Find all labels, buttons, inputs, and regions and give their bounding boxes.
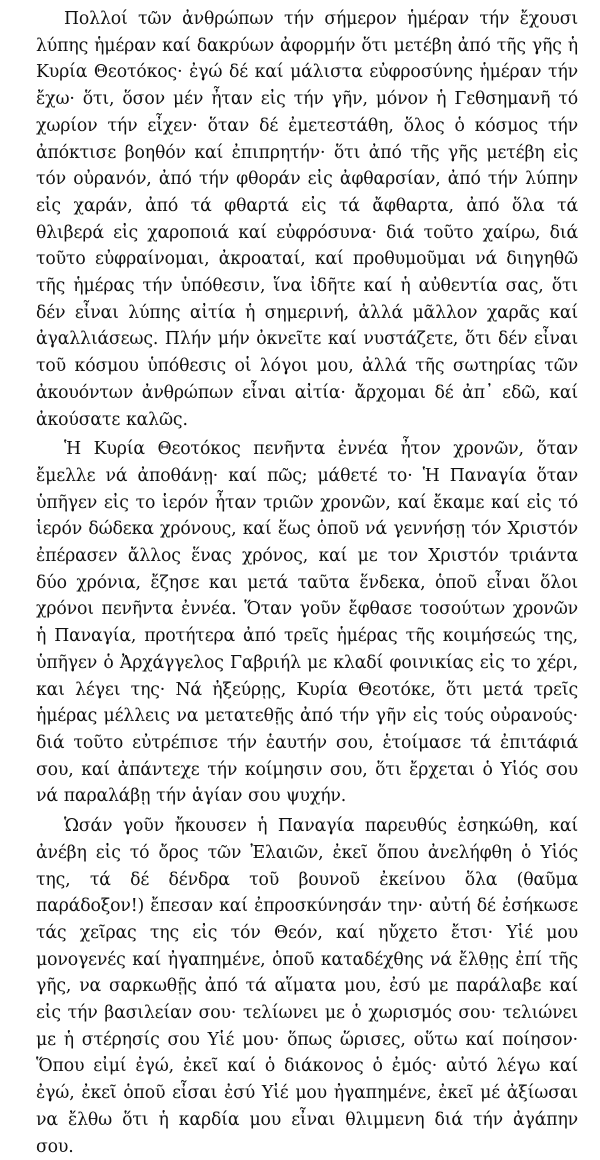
paragraph-1: Πολλοί τῶν ἀνθρώπων τήν σήμερον ἡμέραν τήν ἔχουσι λύπης ἡμέραν καί δακρύων ἀφορμήν ὅτι μετέβη ἀπό τῆς γῆς ἡ Κυρία Θεοτόκος· ἐγώ δέ καί μάλιστα εὐφροσύνης ἡμέραν τήν ἔχω· ὅτι, ὅσον μέν ἦταν εἰς τήν γῆν, μόνον ἡ Γεθσημανῆ τό χωρίον τήν εἶχεν· ὅταν δέ ἐμετεστάθη, ὅλος ὁ κόσμος τήν ἀπόκτισε βοηθόν καί ἐπιπρητήν· ὅτι ἀπό τῆς γῆς μετέβη εἰς τόν οὐρανόν, ἀπό τήν φθοράν εἰς ἀφθαρσίαν, ἀπό τήν λύπην εἰς χαράν, ἀπό τά φθαρτά εἰς τά ἄφθαρτα, ἀπό ὅλα τά θλιβερά εἰς χαροποιά καί εὐφρόσυνα· διά τοῦτο χαίρω, διά τοῦτο εὐφραίνομαι, ἀκροαταί, καί προθυμοῦμαι νά διηγηθῶ τῆς ἡμέρας τήν ὑπόθεσιν, ἵνα ἰδῆτε καί ἡ αὐθεντία σας, ὅτι δέν εἶναι λύπης αἰτία ἡ σημερινή, ἀλλά μᾶλλον χαρᾶς καί ἀγαλλιάσεως. Πλήν μήν ὀκνεῖτε καί νυστάζετε, ὅτι δέν εἶναι τοῦ κόσμου ὑπόθεσις οἱ λόγοι μου, ἀλλά τῆς σωτηρίας τῶν ἀκουόντων ἀνθρώπων εἶναι αἰτία· ἄρχομαι δέ ἀπ᾽ εδῶ, καί ἀκούσατε καλῶς.: [36, 9, 578, 430]
paragraph-3: Ὡσάν γοῦν ἤκουσεν ἡ Παναγία παρευθύς ἐσηκώθη, καί ἀνέβη εἰς τό ὄρος τῶν Ἐλαιῶν, ἐκεῖ ὅπου ἀνελήφθη ὁ Υἱός της, τά δέ δένδρα τοῦ βουνοῦ ἐκείνου ὅλα (θαῦμα παράδοξον!) ἔπεσαν καί ἐπροσκύνησάν την· αὐτή δέ ἐσήκωσε τάς χεῖρας της εἰς τόν Θεόν, καί ηὔχετο ἔτσι· Υἱέ μου μονογενές καί ἠγαπημένε, ὁποῦ καταδέχθης νά ἔλθῃς ἐπί τῆς γῆς, να σαρκωθῇς ἀπό τά αἵματα μου, ἐσύ με παράλαβε καί εἰς τήν βασιλείαν σου· τελίωνει με ὁ χωρισμός σου· τελιώνει με ἡ στέρησίς σου Υἱέ μου· ὅπως ὥρισες, οὕτω καί ποίησον· Ὅπου εἰμί ἐγώ, ἐκεῖ καί ὁ διάκονος ὁ ἐμός· αὐτό λέγω καί ἐγώ, ἐκεῖ ὁποῦ εἶσαι ἐσύ Υἱέ μου ἠγαπημένε, ἐκεῖ μέ ἀξίωσαι να ἔλθω ὅτι ἡ καρδία μου εἶναι θλιμμενη διά τήν ἀγάπην σου.: [36, 816, 578, 1157]
paragraph-2: Ἡ Κυρία Θεοτόκος πενῆντα ἐννέα ἦτον χρονῶν, ὅταν ἔμελλε νά ἀποθάνῃ· καί πῶς; μάθετέ το· Ἡ Παναγία ὅταν ὑπῆγεν εἰς το ἱερόν ἦταν τριῶν χρονῶν, καί ἔκαμε καί εἰς τό ἱερόν δώδεκα χρόνους, καί ἕως ὁποῦ νά γεννήσῃ τόν Χριστόν ἐπέρασεν ἄλλος ἕνας χρόνος, καί με τον Χριστόν τριάντα δύο χρόνια, ἔζησε και μετά ταῦτα ἕνδεκα, ὁποῦ εἶναι ὅλοι χρόνοι πενῆντα ἐννέα. Ὅταν γοῦν ἔφθασε τοσούτων χρονῶν ἡ Παναγία, προτήτερα ἀπό τρεῖς ἡμέρας τῆς κοιμήσεώς της, ὑπῆγεν ὁ Ἀρχάγγελος Γαβριήλ με κλαδί φοινικίας εἰς το χέρι, και λέγει της· Νά ἠξεύρῃς, Κυρία Θεοτόκε, ὅτι μετά τρεῖς ἡμέρας μέλλεις να μετατεθῇς ἀπό τήν γῆν εἰς τούς οὐρανούς· διά τοῦτο εὐτρέπισε τήν ἑαυτήν σου, ἑτοίμασε τά ἐπιτάφιά σου, καί ἀπάντεχε τήν κοίμησιν σου, ὅτι ἔρχεται ὁ Υἱός σου νά παραλάβῃ τήν ἁγίαν σου ψυχήν.: [36, 439, 578, 807]
